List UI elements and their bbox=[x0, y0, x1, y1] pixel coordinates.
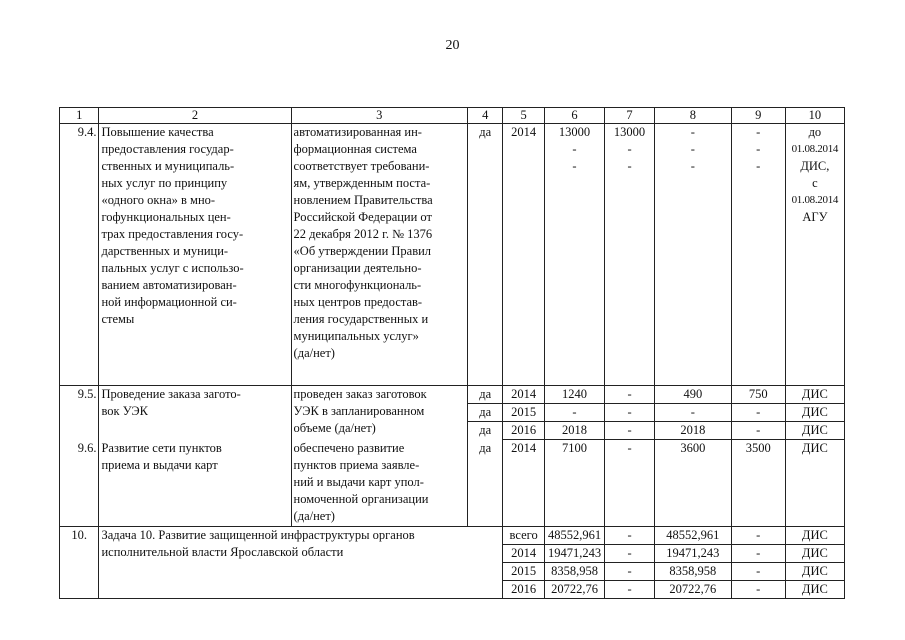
page-number: 20 bbox=[445, 38, 460, 53]
table-row-9-6 bbox=[60, 440, 845, 527]
text-line: (да/нет) bbox=[293, 508, 335, 523]
task-title bbox=[99, 527, 503, 599]
indicator-value: да bbox=[468, 440, 503, 527]
text-line: предоставления государ- bbox=[101, 142, 234, 156]
text-line: ных услуг по принципу bbox=[101, 176, 228, 190]
row-number: 10. bbox=[60, 527, 99, 599]
executor-cell: ДИС bbox=[785, 527, 844, 545]
text-line: ной информационной си- bbox=[101, 295, 237, 309]
amount-value: 20722,76 bbox=[654, 581, 731, 599]
year-cell: 2014 bbox=[503, 545, 545, 563]
amount-value: - bbox=[690, 142, 695, 156]
indicator-value: да bbox=[468, 404, 503, 422]
amount-value: - bbox=[756, 125, 761, 139]
header-cell: 4 bbox=[468, 108, 503, 124]
table-row-10 bbox=[60, 527, 845, 545]
amount-value: - bbox=[731, 581, 785, 599]
header-cell: 3 bbox=[291, 108, 468, 124]
amount-value: 7100 bbox=[544, 440, 604, 527]
text-line: пунктов приема заявле- bbox=[293, 457, 420, 472]
text-line: дарственных и муници- bbox=[101, 244, 229, 258]
text-line: новлением Правительства bbox=[293, 193, 433, 207]
year-cell: 2014 bbox=[503, 440, 545, 527]
amount-value: - bbox=[654, 404, 731, 422]
header-cell: 2 bbox=[99, 108, 291, 124]
text-line: Развитие сети пунктов bbox=[101, 440, 222, 455]
text-line: ДИС, bbox=[800, 159, 830, 173]
amount-value: 19471,243 bbox=[544, 545, 604, 563]
text-line: объеме (да/нет) bbox=[293, 421, 376, 435]
text-line: 22 декабря 2012 г. № 1376 bbox=[293, 227, 433, 241]
header-cell: 6 bbox=[544, 108, 604, 124]
indicator-value: да bbox=[468, 386, 503, 404]
amount-value: 20722,76 bbox=[544, 581, 604, 599]
amount-value: - bbox=[731, 404, 785, 422]
text-line: проведен заказ заготовок bbox=[293, 387, 427, 401]
year-cell: всего bbox=[503, 527, 545, 545]
text-line: сти многофункциональ- bbox=[293, 278, 422, 292]
text-line: ванием автоматизирован- bbox=[101, 278, 237, 292]
amount-value: - bbox=[605, 440, 655, 527]
amount-value: - bbox=[627, 159, 632, 173]
indicator-value: да bbox=[468, 124, 503, 386]
amount-value: 3600 bbox=[654, 440, 731, 527]
amount-value: 13000 bbox=[613, 125, 646, 139]
measure-name bbox=[99, 440, 291, 527]
executor-cell: ДИС bbox=[785, 545, 844, 563]
header-cell: 9 bbox=[731, 108, 785, 124]
text-line: вок УЭК bbox=[101, 404, 148, 418]
header-cell: 1 bbox=[60, 108, 99, 124]
text-line: (да/нет) bbox=[293, 346, 335, 360]
text-line: исполнительной власти Ярославской области bbox=[101, 545, 344, 559]
text-line: соответствует требовани- bbox=[293, 159, 430, 173]
executor-cell: ДИС bbox=[785, 386, 844, 404]
amount-col9 bbox=[731, 124, 785, 386]
amount-value: - bbox=[572, 159, 577, 173]
text-line: Российской Федерации от bbox=[293, 210, 432, 224]
text-line: пальных услуг с использо- bbox=[101, 261, 244, 275]
indicator-text bbox=[291, 386, 468, 440]
text-line: ных центров предостав- bbox=[293, 295, 423, 309]
header-cell: 8 bbox=[654, 108, 731, 124]
amount-value: 1240 bbox=[544, 386, 604, 404]
amount-value: 490 bbox=[654, 386, 731, 404]
year-cell: 2014 bbox=[503, 386, 545, 404]
executor-cell: ДИС bbox=[785, 440, 844, 527]
indicator-text bbox=[291, 440, 468, 527]
year-cell: 2016 bbox=[503, 422, 545, 440]
text-line: стемы bbox=[101, 312, 135, 326]
amount-value: - bbox=[605, 563, 655, 581]
amount-value: - bbox=[605, 545, 655, 563]
amount-value: 13000 bbox=[558, 125, 591, 139]
amount-value: 3500 bbox=[731, 440, 785, 527]
row-number: 9.6. bbox=[60, 440, 99, 527]
amount-value: - bbox=[690, 125, 695, 139]
text-line: до bbox=[808, 125, 822, 139]
amount-value: - bbox=[756, 142, 761, 156]
text-line: обеспечено развитие bbox=[293, 440, 405, 455]
amount-value: 48552,961 bbox=[654, 527, 731, 545]
amount-total bbox=[544, 124, 604, 386]
header-cell: 10 bbox=[785, 108, 844, 124]
program-table bbox=[59, 107, 845, 599]
text-line: номоченной организации bbox=[293, 491, 429, 506]
amount-value: - bbox=[731, 527, 785, 545]
amount-col7 bbox=[605, 124, 655, 386]
year-cell: 2014 bbox=[503, 124, 545, 386]
amount-value: 750 bbox=[731, 386, 785, 404]
amount-value: 19471,243 bbox=[654, 545, 731, 563]
measure-name bbox=[99, 386, 291, 440]
amount-value: 8358,958 bbox=[654, 563, 731, 581]
text-line: Повышение качества bbox=[101, 125, 214, 139]
executor-cell: ДИС bbox=[785, 404, 844, 422]
row-number: 9.4. bbox=[60, 124, 99, 386]
year-cell: 2015 bbox=[503, 563, 545, 581]
text-line: Задача 10. Развитие защищенной инфраструктуры органов bbox=[101, 528, 415, 542]
text-line: с bbox=[812, 176, 818, 190]
amount-value: - bbox=[605, 386, 655, 404]
amount-value: - bbox=[731, 545, 785, 563]
amount-value: - bbox=[731, 422, 785, 440]
text-line: «одного окна» в мно- bbox=[101, 193, 216, 207]
measure-name bbox=[99, 124, 291, 386]
indicator-text bbox=[291, 124, 468, 386]
year-cell: 2016 bbox=[503, 581, 545, 599]
header-cell: 5 bbox=[503, 108, 545, 124]
amount-value: - bbox=[544, 404, 604, 422]
amount-value: - bbox=[605, 581, 655, 599]
amount-value: - bbox=[756, 159, 761, 173]
text-line: автоматизированная ин- bbox=[293, 125, 422, 139]
amount-value: 8358,958 bbox=[544, 563, 604, 581]
header-cell: 7 bbox=[605, 108, 655, 124]
text-line: АГУ bbox=[802, 210, 828, 224]
amount-value: - bbox=[572, 142, 577, 156]
amount-value: - bbox=[605, 422, 655, 440]
amount-value: - bbox=[731, 563, 785, 581]
text-line: ний и выдачи карт упол- bbox=[293, 474, 424, 489]
text-line: трах предоставления госу- bbox=[101, 227, 244, 241]
year-cell: 2015 bbox=[503, 404, 545, 422]
text-line: ления государственных и bbox=[293, 312, 429, 326]
text-line: 01.08.2014 bbox=[791, 194, 839, 206]
text-line: организации деятельно- bbox=[293, 261, 422, 275]
text-line: ям, утвержденным поста- bbox=[293, 176, 431, 190]
amount-value: 2018 bbox=[544, 422, 604, 440]
text-line: Проведение заказа загото- bbox=[101, 387, 241, 401]
amount-col8 bbox=[654, 124, 731, 386]
executor-cell: ДИС bbox=[785, 563, 844, 581]
text-line: «Об утверждении Правил bbox=[293, 244, 432, 258]
row-number: 9.5. bbox=[60, 386, 99, 440]
amount-value: - bbox=[690, 159, 695, 173]
amount-value: - bbox=[605, 527, 655, 545]
text-line: 01.08.2014 bbox=[791, 143, 839, 155]
executor-cell: ДИС bbox=[785, 422, 844, 440]
text-line: муниципальных услуг» bbox=[293, 329, 419, 343]
header-row bbox=[60, 108, 845, 124]
text-line: гофункциональных цен- bbox=[101, 210, 231, 224]
table-row-9-5 bbox=[60, 386, 845, 404]
text-line: УЭК в запланированном bbox=[293, 404, 425, 418]
executor-cell: ДИС bbox=[785, 581, 844, 599]
amount-value: - bbox=[605, 404, 655, 422]
amount-value: - bbox=[627, 142, 632, 156]
amount-value: 48552,961 bbox=[544, 527, 604, 545]
table-row-9-4 bbox=[60, 124, 845, 386]
indicator-value: да bbox=[468, 422, 503, 440]
executor-cell bbox=[785, 124, 844, 386]
text-line: приема и выдачи карт bbox=[101, 457, 218, 472]
text-line: ственных и муниципаль- bbox=[101, 159, 235, 173]
text-line: формационная система bbox=[293, 142, 417, 156]
amount-value: 2018 bbox=[654, 422, 731, 440]
